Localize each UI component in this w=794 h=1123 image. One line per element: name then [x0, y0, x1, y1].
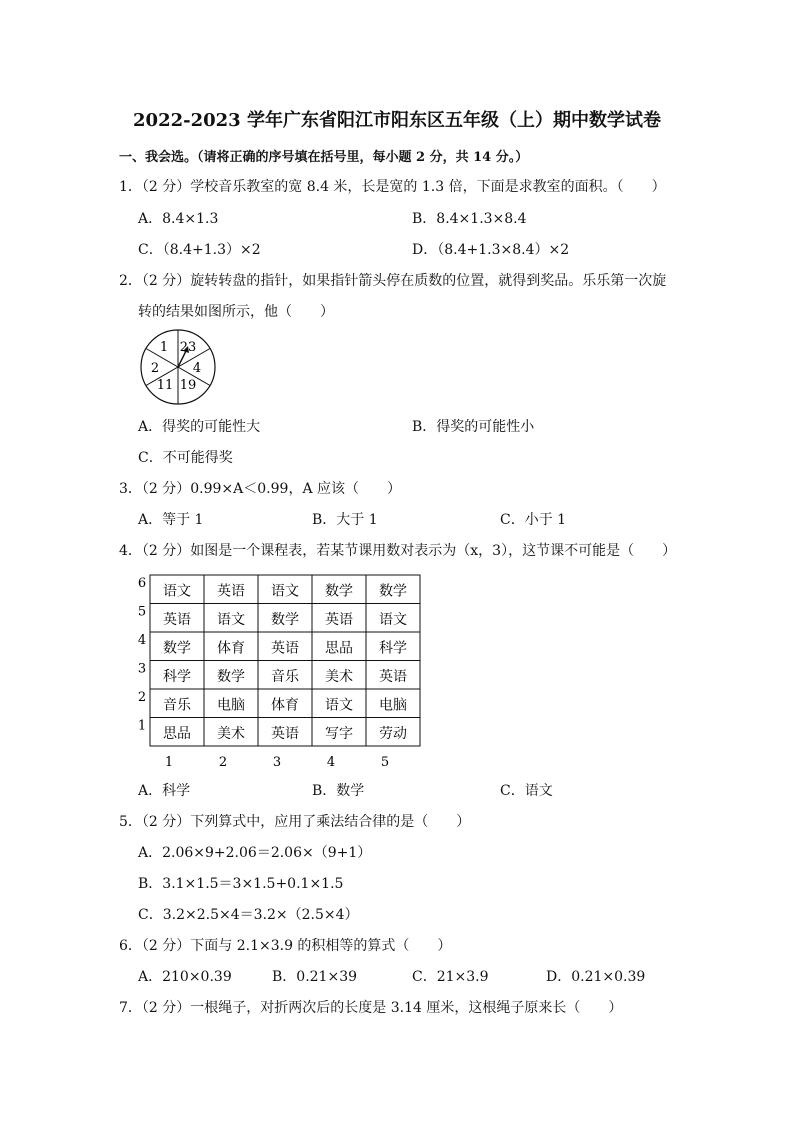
- question-3-stem: 3．（2 分）0.99×A＜0.99，A 应该（ ）: [119, 481, 402, 497]
- question-5-stem: 5．（2 分）下列算式中，应用了乘法结合律的是（ ）: [119, 814, 471, 830]
- schedule-cell-text: 数学: [163, 640, 191, 657]
- schedule-cell-text: 体育: [271, 697, 299, 714]
- schedule-cell-text: 数学: [271, 611, 299, 628]
- question-2-stem-line2: 转的结果如图所示，他（ ）: [138, 304, 334, 320]
- schedule-cell-text: 美术: [217, 725, 245, 742]
- spinner-figure: [138, 327, 218, 407]
- schedule-cell-text: 英语: [217, 583, 245, 600]
- schedule-col-label: 3: [272, 755, 282, 770]
- schedule-cell-text: 语文: [163, 583, 191, 600]
- schedule-cell-text: 电脑: [217, 697, 245, 714]
- schedule-cell-text: 思品: [163, 725, 191, 742]
- schedule-cell-text: 科学: [379, 640, 407, 657]
- schedule-cell-text: 语文: [271, 583, 299, 600]
- schedule-cell-text: 语文: [217, 611, 245, 628]
- schedule-cell-text: 音乐: [163, 697, 191, 714]
- question-4-option-a: A．科学: [138, 783, 191, 799]
- question-6-stem: 6．（2 分）下面与 2.1×3.9 的积相等的算式（ ）: [119, 938, 452, 954]
- schedule-cell-text: 语文: [325, 697, 353, 714]
- spinner-number: 4: [192, 361, 202, 376]
- question-4-option-b: B．数学: [312, 783, 365, 799]
- question-5-option-b: B．3.1×1.5＝3×1.5+0.1×1.5: [138, 876, 344, 892]
- question-2-stem-line1: 2．（2 分）旋转转盘的指针，如果指针箭头停在质数的位置，就得到奖品。乐乐第一次旋: [119, 273, 667, 289]
- spinner-number: 23: [179, 340, 197, 355]
- question-6-option-c: C．21×3.9: [412, 969, 489, 985]
- question-1-option-b: B．8.4×1.3×8.4: [412, 211, 527, 227]
- question-2-option-b: B．得奖的可能性小: [412, 419, 535, 435]
- schedule-cell-text: 音乐: [271, 668, 299, 685]
- schedule-col-label: 1: [164, 755, 174, 770]
- schedule-cell-text: 科学: [163, 668, 191, 685]
- schedule-row-label: 3: [137, 661, 147, 677]
- schedule-col-label: 4: [326, 755, 336, 770]
- schedule-cell-text: 数学: [325, 583, 353, 600]
- schedule-cell-text: 数学: [217, 668, 245, 685]
- schedule-cell-text: 劳动: [379, 725, 407, 742]
- question-1-stem: 1．（2 分）学校音乐教室的宽 8.4 米，长是宽的 1.3 倍，下面是求教室的面积。（ ）: [119, 179, 666, 195]
- question-4-option-c: C．语文: [500, 783, 553, 799]
- schedule-col-label: 2: [218, 755, 228, 770]
- schedule-cell-text: 电脑: [379, 697, 407, 714]
- question-2-option-a: A．得奖的可能性大: [138, 419, 261, 435]
- schedule-cell-text: 英语: [271, 725, 299, 742]
- page-title: 2022-2023 学年广东省阳江市阳东区五年级（上）期中数学试卷: [133, 110, 661, 131]
- question-4-stem: 4．（2 分）如图是一个课程表，若某节课用数对表示为（x，3），这节课不可能是（ ）: [119, 543, 677, 559]
- schedule-cell-text: 语文: [379, 611, 407, 628]
- question-6-option-a: A．210×0.39: [138, 969, 232, 985]
- question-1-option-d: D．（8.4+1.3×8.4）×2: [412, 242, 570, 258]
- schedule-col-label: 5: [380, 755, 390, 770]
- spinner-number: 19: [179, 378, 197, 393]
- question-5-option-a: A．2.06×9+2.06＝2.06×（9+1）: [138, 845, 372, 861]
- spinner-number: 2: [150, 361, 160, 376]
- spinner-number: 11: [156, 378, 174, 393]
- question-3-option-c: C．小于 1: [500, 512, 567, 528]
- schedule-row-label: 1: [137, 718, 147, 734]
- schedule-row-label: 4: [137, 633, 147, 648]
- schedule-row-label: 6: [137, 576, 147, 591]
- section-heading: 一、我会选。（请将正确的序号填在括号里，每小题 2 分，共 14 分。）: [119, 150, 529, 165]
- schedule-row-label: 2: [137, 690, 147, 705]
- schedule-cell-text: 思品: [325, 640, 353, 657]
- schedule-row-label: 5: [137, 604, 147, 620]
- question-3-option-a: A．等于 1: [138, 512, 204, 528]
- question-6-option-b: B．0.21×39: [272, 969, 358, 985]
- schedule-grid: [132, 570, 432, 772]
- question-7-stem: 7．（2 分）一根绳子，对折两次后的长度是 3.14 厘米，这根绳子原来长（ ）: [119, 1000, 623, 1016]
- schedule-cell-text: 数学: [379, 583, 407, 600]
- spinner-number: 1: [159, 340, 169, 355]
- schedule-cell-text: 写字: [325, 725, 353, 742]
- schedule-cell-text: 英语: [271, 640, 299, 657]
- question-2-option-c: C．不可能得奖: [138, 450, 233, 466]
- schedule-cell-text: 体育: [217, 640, 245, 657]
- schedule-cell-text: 美术: [325, 668, 353, 685]
- question-5-option-c: C．3.2×2.5×4＝3.2×（2.5×4）: [138, 907, 359, 923]
- schedule-cell-text: 英语: [325, 611, 353, 628]
- question-1-option-c: C．（8.4+1.3）×2: [138, 242, 261, 258]
- schedule-cell-text: 英语: [379, 668, 407, 685]
- schedule-cell-text: 英语: [163, 611, 191, 628]
- question-1-option-a: A．8.4×1.3: [138, 211, 219, 227]
- question-3-option-b: B．大于 1: [312, 512, 378, 528]
- question-6-option-d: D．0.21×0.39: [546, 969, 646, 985]
